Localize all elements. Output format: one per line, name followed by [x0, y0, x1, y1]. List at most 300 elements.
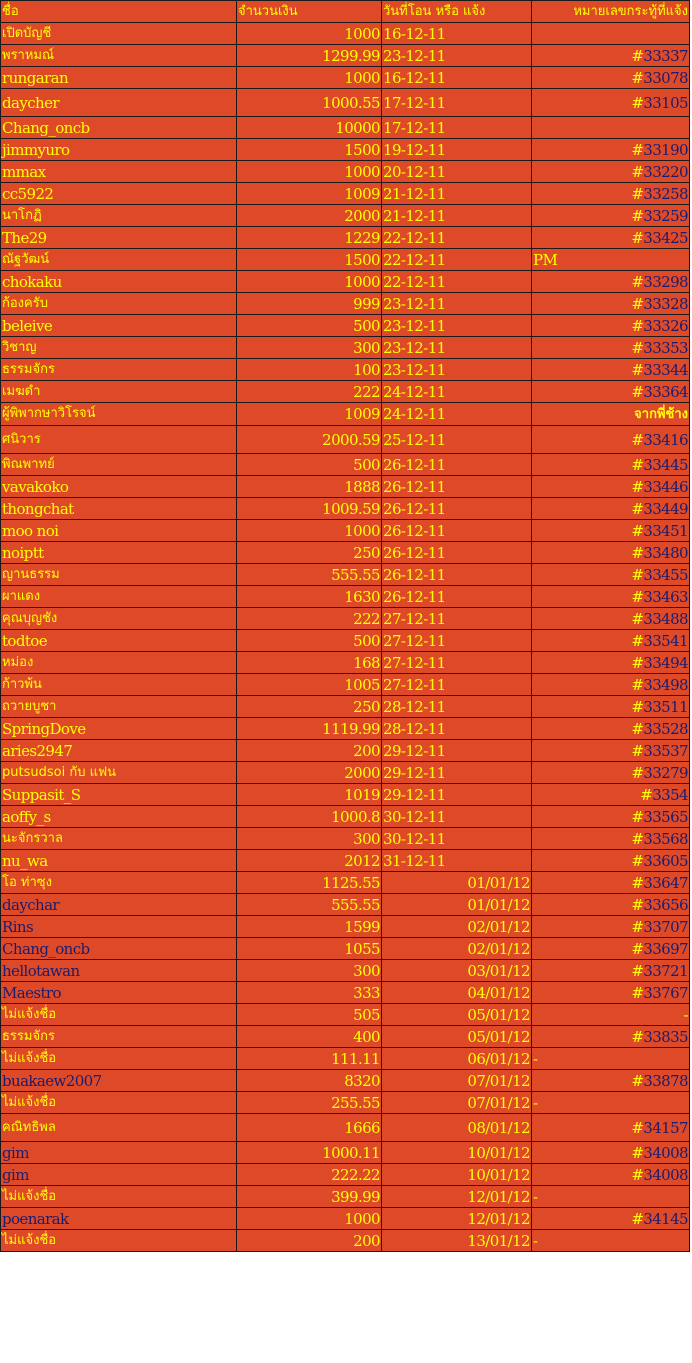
- thread-number: 33707: [643, 917, 688, 936]
- thread-number: 33328: [643, 294, 688, 313]
- hash-sign: #: [631, 430, 644, 449]
- donor-name: chokaku: [1, 271, 237, 293]
- date-cell: 29-12-11: [382, 762, 532, 784]
- date-cell: 30-12-11: [382, 806, 532, 828]
- hash-sign: #: [631, 851, 644, 870]
- thread-ref-cell: [532, 718, 690, 740]
- amount-cell: 500: [237, 630, 382, 652]
- hash-sign: #: [631, 741, 644, 760]
- table-row: [1, 315, 690, 337]
- thread-ref-cell: [532, 205, 690, 227]
- donor-name: หม่อง: [1, 652, 237, 674]
- thread-number: 33498: [643, 675, 688, 694]
- table-row: [1, 894, 690, 916]
- amount-cell: 1888: [237, 476, 382, 498]
- thread-ref-cell: [532, 183, 690, 205]
- ref-note: จากพี่ช้าง: [634, 407, 688, 422]
- date-cell: 23-12-11: [382, 337, 532, 359]
- thread-number: 33537: [643, 741, 688, 760]
- table-row: [1, 1230, 690, 1252]
- amount-cell: 100: [237, 359, 382, 381]
- donor-name: ญานธรรม: [1, 564, 237, 586]
- thread-ref-cell: [532, 161, 690, 183]
- table-row: [1, 982, 690, 1004]
- date-cell: 23-12-11: [382, 315, 532, 337]
- hash-sign: #: [631, 1143, 644, 1162]
- ref-dash: -: [533, 1187, 538, 1206]
- thread-number: 33298: [643, 272, 688, 291]
- amount-cell: 1000: [237, 67, 382, 89]
- thread-number: 33279: [643, 763, 688, 782]
- table-row: [1, 542, 690, 564]
- table-row: [1, 271, 690, 293]
- date-cell: 30-12-11: [382, 828, 532, 850]
- donor-name: ผู้พิพากษาวิโรจน์: [1, 403, 237, 426]
- header-ref: หมายเลขกระทู้ที่แจ้ง: [532, 1, 690, 23]
- amount-cell: 200: [237, 1230, 382, 1252]
- table-row: [1, 652, 690, 674]
- date-cell: 12/01/12: [382, 1186, 532, 1208]
- hash-sign: #: [631, 1071, 644, 1090]
- amount-cell: 168: [237, 652, 382, 674]
- date-cell: 27-12-11: [382, 630, 532, 652]
- table-row: [1, 1004, 690, 1026]
- thread-number: 33721: [643, 961, 688, 980]
- thread-ref-cell: [532, 1142, 690, 1164]
- ref-note: PM: [533, 250, 558, 269]
- thread-ref-cell: [532, 1114, 690, 1142]
- thread-number: 34008: [643, 1165, 688, 1184]
- donor-name: SpringDove: [1, 718, 237, 740]
- table-row: [1, 498, 690, 520]
- thread-ref-cell: [532, 652, 690, 674]
- amount-cell: 250: [237, 696, 382, 718]
- amount-cell: 111.11: [237, 1048, 382, 1070]
- donor-name: daycher: [1, 89, 237, 117]
- amount-cell: 1229: [237, 227, 382, 249]
- donor-name: พราหมณ์: [1, 45, 237, 67]
- thread-number: 33259: [643, 206, 688, 225]
- thread-number: 33425: [643, 228, 688, 247]
- hash-sign: #: [631, 939, 644, 958]
- date-cell: 23-12-11: [382, 45, 532, 67]
- donor-name: mmax: [1, 161, 237, 183]
- amount-cell: 1000: [237, 520, 382, 542]
- amount-cell: 2000: [237, 762, 382, 784]
- donor-name: เมฆดำ: [1, 381, 237, 403]
- thread-ref-cell: [532, 45, 690, 67]
- date-cell: 24-12-11: [382, 403, 532, 426]
- hash-sign: #: [631, 609, 644, 628]
- donor-name: aoffy_s: [1, 806, 237, 828]
- date-cell: 31-12-11: [382, 850, 532, 872]
- thread-number: 34145: [643, 1209, 688, 1228]
- donor-name: nu_wa: [1, 850, 237, 872]
- date-cell: 29-12-11: [382, 740, 532, 762]
- thread-ref-cell: [532, 850, 690, 872]
- donor-name: ไม่แจ้งชื่อ: [1, 1048, 237, 1070]
- thread-number: 33511: [643, 697, 688, 716]
- hash-sign: #: [631, 184, 644, 203]
- table-row: [1, 67, 690, 89]
- table-row: [1, 1114, 690, 1142]
- donor-name: เปิดบัญชี: [1, 23, 237, 45]
- amount-cell: 222.22: [237, 1164, 382, 1186]
- amount-cell: 2000: [237, 205, 382, 227]
- donor-name: putsudsoi กับ แฟน: [1, 762, 237, 784]
- table-row: [1, 608, 690, 630]
- thread-number: 33767: [643, 983, 688, 1002]
- donor-name: Maestro: [1, 982, 237, 1004]
- thread-number: 33541: [643, 631, 688, 650]
- hash-sign: #: [631, 46, 644, 65]
- hash-sign: #: [631, 961, 644, 980]
- table-row: [1, 564, 690, 586]
- thread-number: 33258: [643, 184, 688, 203]
- thread-ref-cell: [532, 982, 690, 1004]
- thread-ref-cell: [532, 608, 690, 630]
- amount-cell: 8320: [237, 1070, 382, 1092]
- thread-ref-cell: [532, 916, 690, 938]
- donor-name: คุณบุญชัง: [1, 608, 237, 630]
- donor-name: thongchat: [1, 498, 237, 520]
- date-cell: 16-12-11: [382, 23, 532, 45]
- thread-number: 33494: [643, 653, 688, 672]
- donor-name: ณัฐวัฒน์: [1, 249, 237, 271]
- thread-ref-cell: [532, 381, 690, 403]
- amount-cell: 255.55: [237, 1092, 382, 1114]
- hash-sign: #: [631, 338, 644, 357]
- thread-ref-cell: [532, 117, 690, 139]
- thread-ref-cell: [532, 1164, 690, 1186]
- donor-name: ก้องครับ: [1, 293, 237, 315]
- donor-name: vavakoko: [1, 476, 237, 498]
- donor-name: ถวายบูชา: [1, 696, 237, 718]
- date-cell: 03/01/12: [382, 960, 532, 982]
- table-row: [1, 1164, 690, 1186]
- table-row: [1, 1186, 690, 1208]
- amount-cell: 555.55: [237, 894, 382, 916]
- thread-ref-cell: [532, 227, 690, 249]
- thread-number: 33697: [643, 939, 688, 958]
- thread-ref-cell: [532, 1208, 690, 1230]
- date-cell: 26-12-11: [382, 476, 532, 498]
- date-cell: 27-12-11: [382, 608, 532, 630]
- donor-name: ก้าวพ้น: [1, 674, 237, 696]
- hash-sign: #: [631, 1165, 644, 1184]
- donor-name: ศนิวาร: [1, 426, 237, 454]
- donor-name: beleive: [1, 315, 237, 337]
- table-row: [1, 784, 690, 806]
- table-row: [1, 45, 690, 67]
- hash-sign: #: [631, 360, 644, 379]
- date-cell: 10/01/12: [382, 1164, 532, 1186]
- table-row: [1, 205, 690, 227]
- donor-name: ธรรมจักร: [1, 359, 237, 381]
- amount-cell: 999: [237, 293, 382, 315]
- date-cell: 27-12-11: [382, 674, 532, 696]
- table-row: [1, 293, 690, 315]
- thread-number: 33445: [643, 455, 688, 474]
- table-row: [1, 674, 690, 696]
- hash-sign: #: [631, 1027, 644, 1046]
- thread-ref-cell: [532, 271, 690, 293]
- donor-name: ไม่แจ้งชื่อ: [1, 1004, 237, 1026]
- thread-ref-cell: [532, 1004, 690, 1026]
- thread-ref-cell: [532, 564, 690, 586]
- hash-sign: #: [631, 895, 644, 914]
- thread-ref-cell: [532, 293, 690, 315]
- table-row: [1, 381, 690, 403]
- amount-cell: 1500: [237, 249, 382, 271]
- donor-name: Rins: [1, 916, 237, 938]
- date-cell: 17-12-11: [382, 89, 532, 117]
- thread-number: 33605: [643, 851, 688, 870]
- thread-number: 33078: [643, 68, 688, 87]
- date-cell: 25-12-11: [382, 426, 532, 454]
- thread-ref-cell: [532, 828, 690, 850]
- amount-cell: 1630: [237, 586, 382, 608]
- table-row: [1, 89, 690, 117]
- thread-number: 33446: [643, 477, 688, 496]
- table-row: [1, 426, 690, 454]
- table-row: [1, 183, 690, 205]
- donor-name: moo noi: [1, 520, 237, 542]
- thread-number: 33835: [643, 1027, 688, 1046]
- thread-ref-cell: [532, 762, 690, 784]
- thread-ref-cell: [532, 23, 690, 45]
- thread-ref-cell: [532, 1092, 690, 1114]
- thread-ref-cell: [532, 542, 690, 564]
- thread-number: 33463: [643, 587, 688, 606]
- amount-cell: 333: [237, 982, 382, 1004]
- thread-ref-cell: [532, 696, 690, 718]
- amount-cell: 222: [237, 381, 382, 403]
- thread-number: 33416: [643, 430, 688, 449]
- header-row: [1, 1, 690, 23]
- donor-name: พิณพาทย์: [1, 454, 237, 476]
- hash-sign: #: [631, 917, 644, 936]
- thread-ref-cell: [532, 89, 690, 117]
- date-cell: 04/01/12: [382, 982, 532, 1004]
- amount-cell: 505: [237, 1004, 382, 1026]
- hash-sign: #: [631, 272, 644, 291]
- table-row: [1, 1142, 690, 1164]
- date-cell: 27-12-11: [382, 652, 532, 674]
- amount-cell: 300: [237, 960, 382, 982]
- hash-sign: #: [631, 653, 644, 672]
- table-row: [1, 161, 690, 183]
- donor-name: gim: [1, 1164, 237, 1186]
- amount-cell: 2012: [237, 850, 382, 872]
- amount-cell: 500: [237, 454, 382, 476]
- table-row: [1, 227, 690, 249]
- table-row: [1, 828, 690, 850]
- hash-sign: #: [631, 587, 644, 606]
- date-cell: 24-12-11: [382, 381, 532, 403]
- amount-cell: 1500: [237, 139, 382, 161]
- date-cell: 22-12-11: [382, 227, 532, 249]
- donor-name: aries2947: [1, 740, 237, 762]
- thread-ref-cell: [532, 403, 690, 426]
- date-cell: 26-12-11: [382, 498, 532, 520]
- amount-cell: 1009.59: [237, 498, 382, 520]
- thread-ref-cell: [532, 630, 690, 652]
- date-cell: 06/01/12: [382, 1048, 532, 1070]
- table-row: [1, 139, 690, 161]
- hash-sign: #: [631, 206, 644, 225]
- date-cell: 26-12-11: [382, 586, 532, 608]
- thread-number: 3354: [652, 785, 688, 804]
- amount-cell: 1009: [237, 403, 382, 426]
- donor-name: buakaew2007: [1, 1070, 237, 1092]
- thread-ref-cell: [532, 520, 690, 542]
- table-row: [1, 1208, 690, 1230]
- donor-name: นาโกฏิ: [1, 205, 237, 227]
- table-row: [1, 938, 690, 960]
- table-row: [1, 1048, 690, 1070]
- table-row: [1, 872, 690, 894]
- donor-name: hellotawan: [1, 960, 237, 982]
- amount-cell: 555.55: [237, 564, 382, 586]
- hash-sign: #: [631, 719, 644, 738]
- date-cell: 07/01/12: [382, 1092, 532, 1114]
- table-row: [1, 476, 690, 498]
- date-cell: 08/01/12: [382, 1114, 532, 1142]
- date-cell: 17-12-11: [382, 117, 532, 139]
- amount-cell: 1000.11: [237, 1142, 382, 1164]
- amount-cell: 300: [237, 337, 382, 359]
- thread-ref-cell: [532, 476, 690, 498]
- hash-sign: #: [631, 455, 644, 474]
- donor-name: ไม่แจ้งชื่อ: [1, 1230, 237, 1252]
- date-cell: 10/01/12: [382, 1142, 532, 1164]
- hash-sign: #: [631, 1118, 644, 1137]
- amount-cell: 250: [237, 542, 382, 564]
- thread-number: 33326: [643, 316, 688, 335]
- amount-cell: 500: [237, 315, 382, 337]
- table-row: [1, 454, 690, 476]
- table-row: [1, 718, 690, 740]
- amount-cell: 1000.55: [237, 89, 382, 117]
- donor-name: ไม่แจ้งชื่อ: [1, 1092, 237, 1114]
- date-cell: 01/01/12: [382, 894, 532, 916]
- thread-ref-cell: [532, 674, 690, 696]
- ref-dash: -: [533, 1093, 538, 1112]
- donor-name: poenarak: [1, 1208, 237, 1230]
- table-row: [1, 117, 690, 139]
- table-row: [1, 1092, 690, 1114]
- table-row: [1, 359, 690, 381]
- thread-number: 33647: [643, 873, 688, 892]
- thread-number: 33528: [643, 719, 688, 738]
- amount-cell: 1000: [237, 1208, 382, 1230]
- date-cell: 28-12-11: [382, 718, 532, 740]
- date-cell: 12/01/12: [382, 1208, 532, 1230]
- hash-sign: #: [631, 983, 644, 1002]
- donor-name: ธรรมจักร: [1, 1026, 237, 1048]
- hash-sign: #: [631, 763, 644, 782]
- table-row: [1, 1070, 690, 1092]
- thread-number: 33480: [643, 543, 688, 562]
- donor-name: todtoe: [1, 630, 237, 652]
- thread-ref-cell: [532, 249, 690, 271]
- amount-cell: 400: [237, 1026, 382, 1048]
- date-cell: 13/01/12: [382, 1230, 532, 1252]
- date-cell: 20-12-11: [382, 161, 532, 183]
- hash-sign: #: [631, 565, 644, 584]
- date-cell: 22-12-11: [382, 249, 532, 271]
- date-cell: 16-12-11: [382, 67, 532, 89]
- amount-cell: 399.99: [237, 1186, 382, 1208]
- thread-ref-cell: [532, 1048, 690, 1070]
- amount-cell: 200: [237, 740, 382, 762]
- thread-ref-cell: [532, 1186, 690, 1208]
- thread-number: 33878: [643, 1071, 688, 1090]
- amount-cell: 1055: [237, 938, 382, 960]
- thread-ref-cell: [532, 806, 690, 828]
- date-cell: 26-12-11: [382, 542, 532, 564]
- amount-cell: 1000.8: [237, 806, 382, 828]
- thread-ref-cell: [532, 586, 690, 608]
- date-cell: 28-12-11: [382, 696, 532, 718]
- date-cell: 02/01/12: [382, 938, 532, 960]
- donor-name: noiptt: [1, 542, 237, 564]
- hash-sign: #: [631, 873, 644, 892]
- hash-sign: #: [631, 697, 644, 716]
- ref-note: -: [683, 1005, 688, 1024]
- donor-name: ไม่แจ้งชื่อ: [1, 1186, 237, 1208]
- hash-sign: #: [631, 829, 644, 848]
- table-row: [1, 1026, 690, 1048]
- amount-cell: 1005: [237, 674, 382, 696]
- donor-name: gim: [1, 1142, 237, 1164]
- thread-number: 33488: [643, 609, 688, 628]
- header-date: วันที่โอน หรือ แจ้ง: [382, 1, 532, 23]
- donor-name: โอ ท่าซุง: [1, 872, 237, 894]
- thread-ref-cell: [532, 938, 690, 960]
- date-cell: 23-12-11: [382, 359, 532, 381]
- table-row: [1, 337, 690, 359]
- hash-sign: #: [631, 316, 644, 335]
- thread-ref-cell: [532, 454, 690, 476]
- table-row: [1, 916, 690, 938]
- amount-cell: 300: [237, 828, 382, 850]
- thread-ref-cell: [532, 337, 690, 359]
- donor-name: Chang_oncb: [1, 938, 237, 960]
- table-row: [1, 630, 690, 652]
- thread-number: 33568: [643, 829, 688, 848]
- date-cell: 26-12-11: [382, 564, 532, 586]
- date-cell: 19-12-11: [382, 139, 532, 161]
- amount-cell: 1000: [237, 271, 382, 293]
- header-amount: จำนวนเงิน: [237, 1, 382, 23]
- donor-name: Suppasit_S: [1, 784, 237, 806]
- table-row: [1, 850, 690, 872]
- amount-cell: 1125.55: [237, 872, 382, 894]
- thread-number: 33455: [643, 565, 688, 584]
- amount-cell: 1299.99: [237, 45, 382, 67]
- hash-sign: #: [631, 294, 644, 313]
- date-cell: 22-12-11: [382, 271, 532, 293]
- thread-number: 33364: [643, 382, 688, 401]
- amount-cell: 1119.99: [237, 718, 382, 740]
- table-row: [1, 762, 690, 784]
- thread-number: 33344: [643, 360, 688, 379]
- hash-sign: #: [631, 807, 644, 826]
- thread-number: 33656: [643, 895, 688, 914]
- thread-ref-cell: [532, 894, 690, 916]
